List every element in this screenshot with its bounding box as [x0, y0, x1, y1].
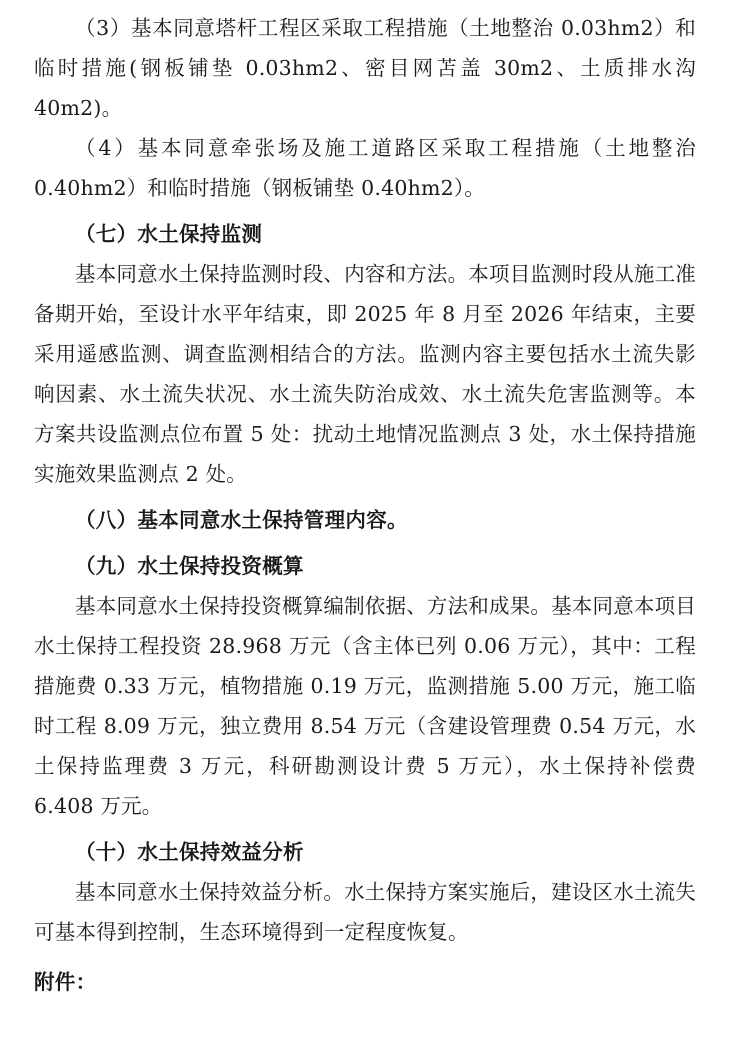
- section-heading-eight: （八）基本同意水土保持管理内容。: [75, 508, 408, 532]
- paragraph-item-3: （3）基本同意塔杆工程区采取工程措施（土地整治 0.03hm2）和临时措施(钢板铺垫 0.03hm2、密目网苫盖 30m2、土质排水沟 40m2)。: [34, 16, 696, 120]
- section-heading-seven: （七）水土保持监测: [75, 222, 263, 246]
- section-heading-ten: （十）水土保持效益分析: [75, 840, 304, 864]
- attachment-label: 附件：: [34, 970, 97, 994]
- paragraph-section-seven: 基本同意水土保持监测时段、内容和方法。本项目监测时段从施工准备期开始，至设计水平年结束，即 2025 年 8 月至 2026 年结束，主要采用遥感监测、调查监测相结合的方法。监测内容主要包括水土流失影响因素、水土流失状况、水土流失防治成效、水土流失危害监测等。本方案共设监测点位布置 5 处：扰动土地情况监测点 3 处，水土保持措施实施效果监测点 2 处。: [34, 262, 696, 486]
- paragraph-item-4: （4）基本同意牵张场及施工道路区采取工程措施（土地整治 0.40hm2）和临时措施（钢板铺垫 0.40hm2）。: [34, 136, 696, 200]
- paragraph-section-ten: 基本同意水土保持效益分析。水土保持方案实施后，建设区水土流失可基本得到控制，生态环境得到一定程度恢复。: [34, 880, 696, 944]
- section-heading-nine: （九）水土保持投资概算: [75, 554, 304, 578]
- paragraph-section-nine: 基本同意水土保持投资概算编制依据、方法和成果。基本同意本项目水土保持工程投资 28.968 万元（含主体已列 0.06 万元），其中：工程措施费 0.33 万元，植物措施 0.19 万元，监测措施 5.00 万元，施工临时工程 8.09 万元，独立费用 8.54 万元（含建设管理费 0.54 万元，水土保持监理费 3 万元，科研勘测设计费 5 万元），水土保持补偿费 6.408 万元。: [34, 594, 696, 818]
